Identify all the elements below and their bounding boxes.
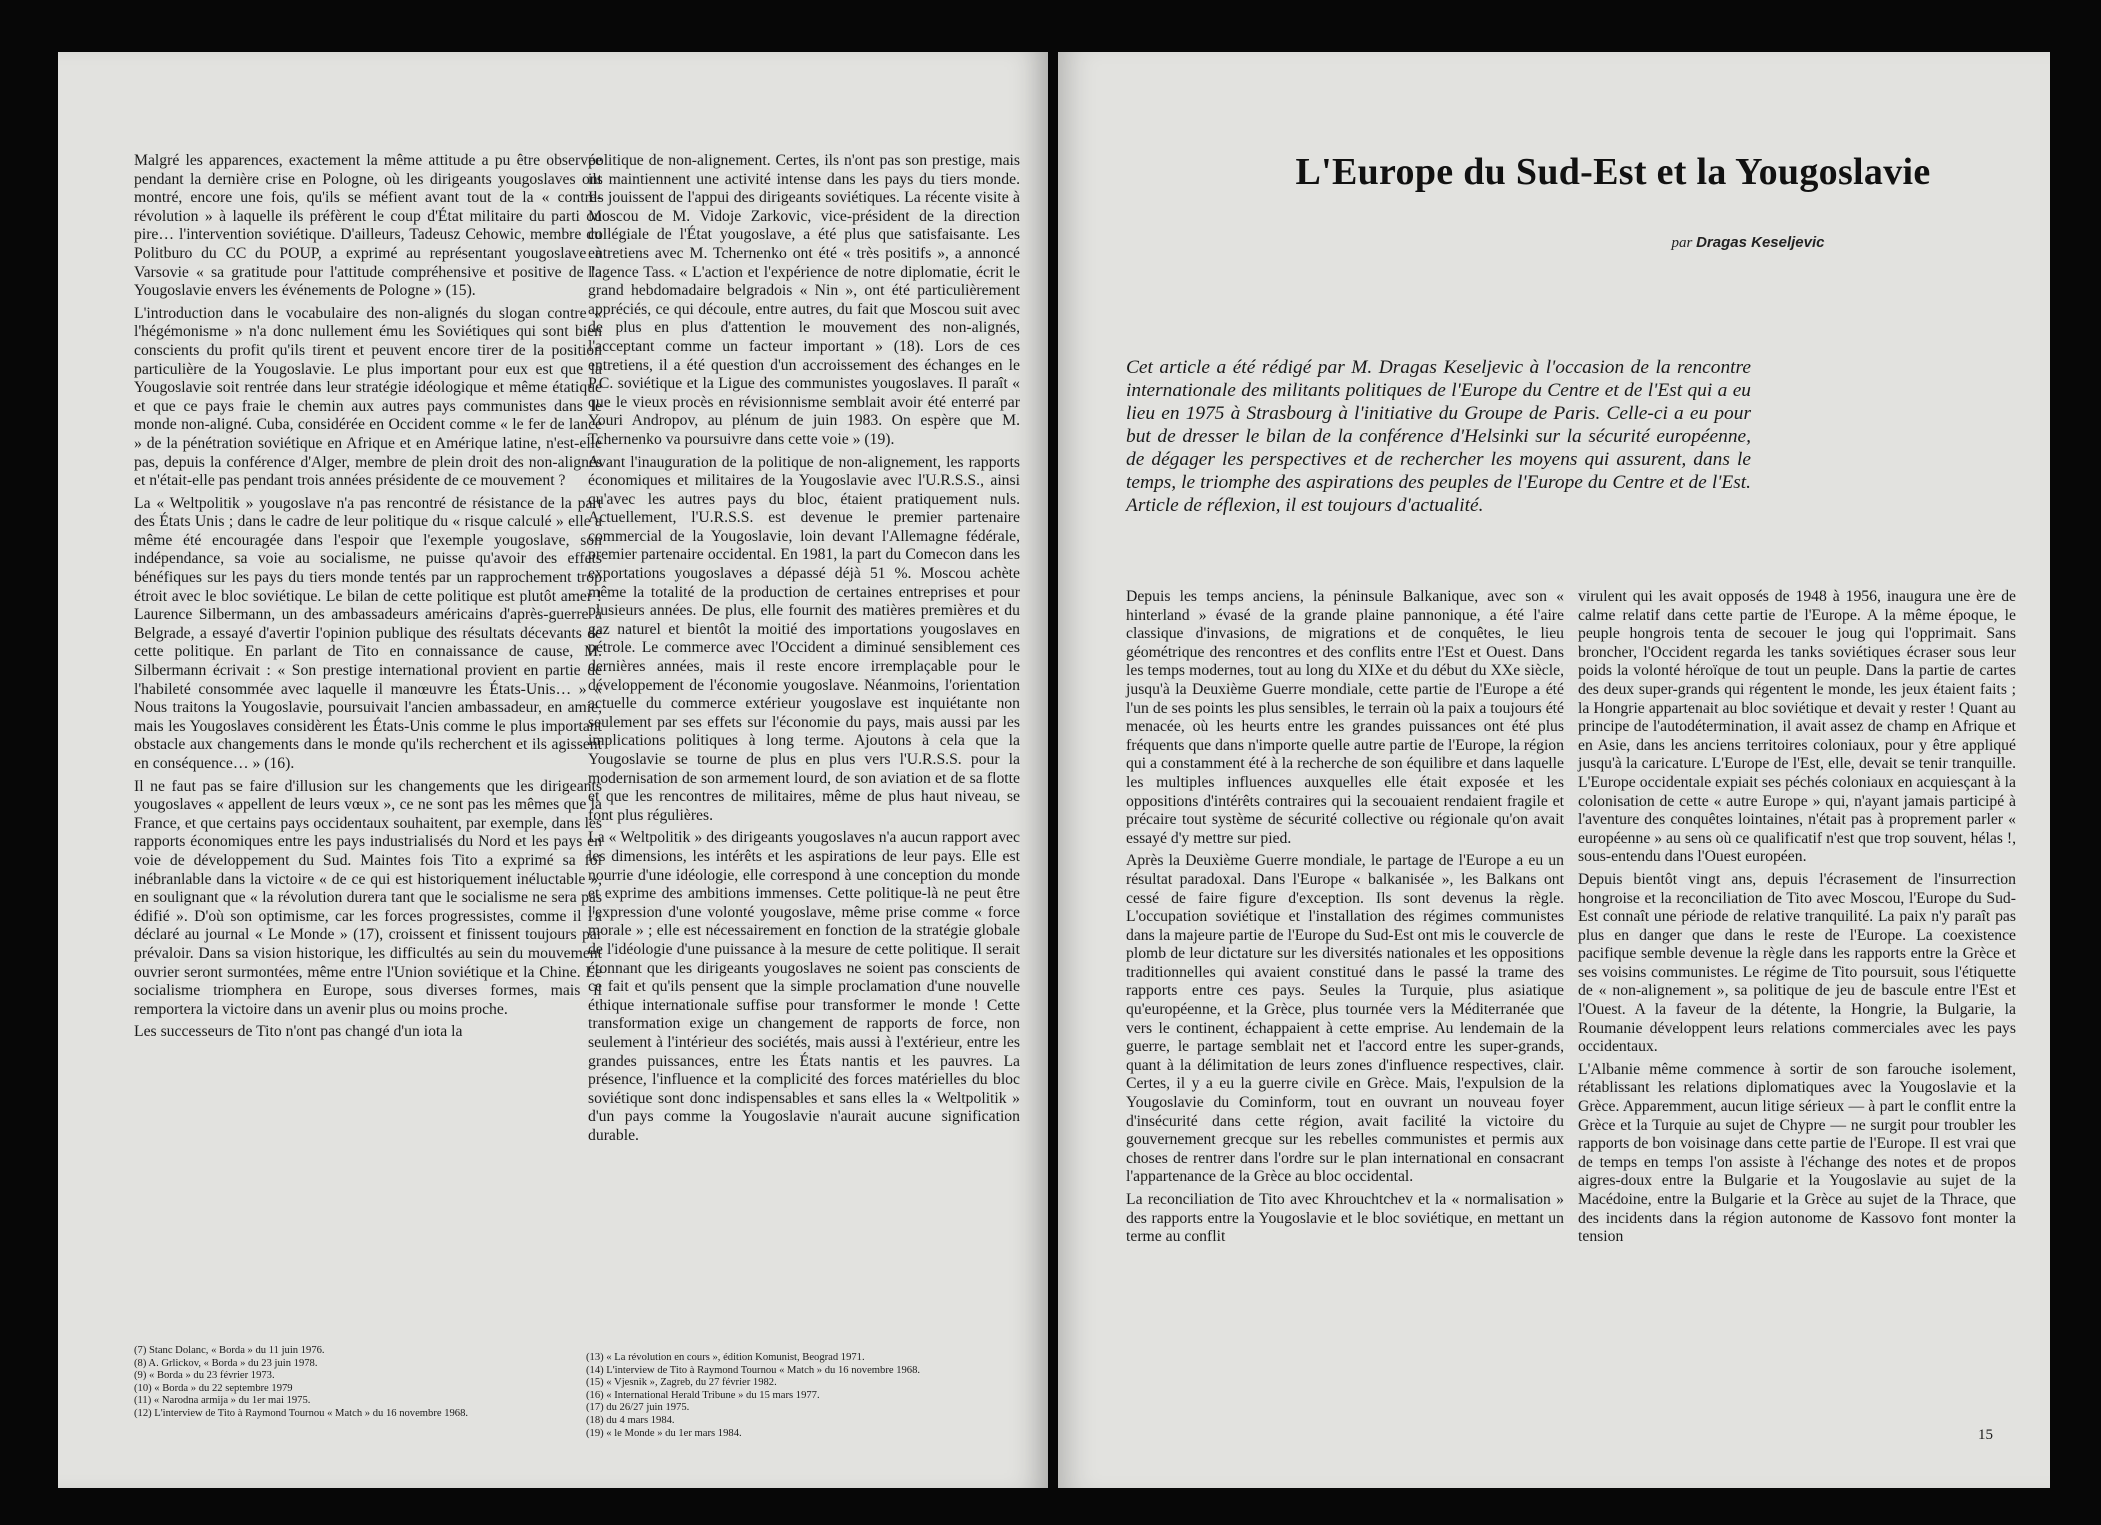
footnote: (17) du 26/27 juin 1975.	[586, 1402, 690, 1414]
paragraph: Depuis les temps anciens, la péninsule Balkanique, avec son « hinterland » évasé de la grande plaine pannonique, a été l'aire classique d'invasions, de migrations et de conquêtes, le lieu géométrique des rencontres et des conflits entre l'Est et Ouest. Dans les temps modernes, tout au long du XIXe et du début du XXe siècle, jusqu'à la Deuxième Guerre mondiale, cette partie de l'Europe a été l'un de ses points les plus sensibles, le terrain où la paix a toujours été menacée, où les heurts entre les grandes puissances ont été plus fréquents que dans n'importe quelle autre partie de l'Europe, la région qui a constamment été à la recherche de son équilibre et dans laquelle les multiples influences auxquelles elle était exposée et les oppositions d'intérêts contraires qui la secouaient rendaient fragile et précaire tout système de sécurité collective ou régionale qu'on avait essayé d'y mettre sur pied.	[1126, 588, 1564, 847]
paragraph: La « Weltpolitik » des dirigeants yougoslaves n'a aucun rapport avec les dimensions, les intérêts et les aspirations de leur pays. Elle est nourrie d'une idéologie, elle correspond à une conception du monde et exprime des ambitions immenses. Cette politique-là ne peut être l'expression d'une volonté yougoslave, même prise comme « force morale » ; elle est nécessairement en fonction de la stratégie globale de l'idéologie d'une puissance à la mesure de cette politique. Il serait étonnant que les dirigeants yougoslaves ne soient pas conscients de ce fait et qu'ils pensent que la simple proclamation d'une nouvelle éthique internationale suffise pour transformer le monde ! Cette transformation exige un changement de rapports de force, non seulement à l'intérieur des sociétés, mais aussi à l'extérieur, entre les grandes puissances, entre les États nantis et les pauvres. La présence, l'influence et la complicité des forces matérielles du bloc soviétique sont donc indispensables et sans elles la « Weltpolitik » d'un pays comme la Yougoslavie n'aurait aucune signification durable.	[588, 829, 1020, 1144]
paragraph: L'introduction dans le vocabulaire des non-alignés du slogan contre « l'hégémonisme » n'a donc nullement ému les Soviétiques qui sont bien conscients du profit qu'ils tirent et peuvent encore tirer de la position particulière de la Yougoslavie. Le plus important pour eux est que la Yougoslavie soit rentrée dans leur stratégie idéologique et même étatique et que ce pays fraie le chemin aux autres pays communistes dans le monde non-aligné. Cuba, considérée en Occident comme « le fer de lance » de la pénétration soviétique en Afrique et en Amérique latine, n'est-elle pas, depuis la conférence d'Alger, membre de plein droit des non-alignés et n'était-elle pas pendant trois années présidente de ce mouvement ?	[134, 304, 602, 490]
paragraph: La reconciliation de Tito avec Khrouchtchev et la « normalisation » des rapports entre la Yougoslavie et le bloc soviétique, en mettant un terme au conflit	[1126, 1191, 1564, 1246]
footnote: (10) « Borda » du 22 septembre 1979	[134, 1382, 293, 1394]
paragraph: politique de non-alignement. Certes, ils n'ont pas son prestige, mais ils maintiennent une activité intense dans les pays du tiers monde. Ils jouissent de l'appui des dirigeants soviétiques. La récente visite à Moscou de M. Vidoje Zarkovic, vice-président de la direction collégiale de l'État yougoslave, a été plus que satisfaisante. Les entretiens avec M. Tchernenko ont été « très positifs », a annoncé l'agence Tass. « L'action et l'expérience de notre diplomatie, écrit le grand hebdomadaire belgradois « Nin », ont été particulièrement appréciés, ce qui découle, entre autres, du fait que Moscou suit avec de plus en plus d'attention le mouvement des non-alignés, l'acceptant comme un facteur important » (18). Lors de ces entretiens, il a été question d'un accroissement des échanges en le P.C. soviétique et la Ligue des communistes yougoslaves. Il paraît « que le vieux procès en révisionnisme semblait avoir été enterré par Youri Andropov, au plénum de juin 1983. On espère que M. Tchernenko va poursuivre dans cette voie » (19).	[588, 152, 1020, 448]
paragraph: La « Weltpolitik » yougoslave n'a pas rencontré de résistance de la part des États Unis ; dans le cadre de leur politique du « risque calculé » elle a même été encouragée dans l'espoir que l'exemple yougoslave, son indépendance, sa voie au socialisme, ne puisse qu'avoir des effets bénéfiques sur les pays du tiers monde tentés par un rapprochement trop étroit avec le bloc soviétique. Le bilan de cette politique est plutôt amer ! Laurence Silbermann, un des ambassadeurs américains d'après-guerre à Belgrade, a essayé d'avertir l'opinion publique des résultats décevants de cette politique. En parlant de Tito en connaissance de cause, M. Silbermann écrivait : « Son prestige international provient en partie de l'habileté consommée avec laquelle il manœuvre les États-Unis… » « Nous traitons la Yougoslavie, poursuivait l'ancien ambassadeur, en amie, mais les Yougoslaves considèrent les États-Unis comme le plus important obstacle aux changements dans le monde qu'ils recherchent et ils agissent en conséquence… » (16).	[134, 494, 602, 772]
footnote: (9) « Borda » du 23 février 1973.	[134, 1370, 275, 1382]
footnote: (13) « La révolution en cours », édition Komunist, Beograd 1971.	[586, 1352, 865, 1363]
footnote: (16) « International Herald Tribune » du 15 mars 1977.	[586, 1389, 820, 1401]
paragraph: Malgré les apparences, exactement la même attitude a pu être observée pendant la dernière crise en Pologne, où les dirigeants yougoslaves ont montré, encore une fois, qu'ils se méfient avant tout de la « contre-révolution » à laquelle ils préfèrent le coup d'État militaire du parti ou pire… l'intervention soviétique. D'ailleurs, Tadeusz Cehowic, membre du Politburo du CC du POUP, a exprimé au représentant yougoslave à Varsovie « sa gratitude pour l'attitude compréhensive et positive de la Yougoslavie envers les événements de Pologne » (15).	[134, 152, 602, 300]
author-name: Dragas Keseljevic	[1696, 234, 1825, 251]
left-page	[58, 52, 1048, 1488]
footnote: (15) « Vjesnik », Zagreb, du 27 février 1982.	[586, 1377, 777, 1389]
paragraph: Depuis bientôt vingt ans, depuis l'écrasement de l'insurrection hongroise et la reconciliation de Tito avec Moscou, l'Europe du Sud-Est connaît une période de relative tranquilité. La paix n'y paraît pas plus en danger que dans le reste de l'Europe. La coexistence pacifique semble devenue la règle dans les rapports entre la Grèce et ses voisins communistes. Le régime de Tito poursuit, sous l'étiquette de « non-alignement », sa politique de jeu de bascule entre l'Est et l'Ouest. A la faveur de la détente, la Hongrie, la Bulgarie, la Roumanie développent leurs relations commerciales avec les pays occidentaux.	[1578, 870, 2016, 1056]
article-introduction: Cet article a été rédigé par M. Dragas Keseljevic à l'occasion de la rencontre internationale des militants politiques de l'Europe du Centre et de l'Est qui a eu lieu en 1975 à Strasbourg à l'initiative du Groupe de Paris. Celle-ci a eu pour but de dresser le bilan de la conférence d'Helsinki sur la sécurité européenne, de dégager les perspectives et de rechercher les moyens qui assurent, dans le temps, le triomphe des aspirations des peuples de l'Europe du Centre et de l'Est. Article de réflexion, il est toujours d'actualité.	[1126, 357, 1751, 516]
article-title: L'Europe du Sud-Est et la Yougoslavie	[1295, 151, 1931, 193]
footnotes-column-2	[586, 1352, 1026, 1440]
page-number: 15	[1978, 1427, 1993, 1443]
footnote: (19) « le Monde » du 1er mars 1984.	[586, 1427, 742, 1439]
footnote: (7) Stanc Dolanc, « Borda » du 11 juin 1976.	[134, 1345, 325, 1356]
right-page-column-2	[1578, 588, 2016, 1251]
right-page-column-1	[1126, 588, 1564, 1251]
paragraph: Après la Deuxième Guerre mondiale, le partage de l'Europe a eu un résultat paradoxal. Dans l'Europe « balkanisée », les Balkans ont cessé de faire figure d'exception. Ils sont devenus la règle. L'occupation soviétique et l'installation des régimes communistes dans la majeure partie de l'Europe du Sud-Est ont mis le couvercle de plomb de leur dictature sur les diversités nationales et les oppositions traditionnelles qui avaient constitué dans le passé la trame des rapports entre ces pays. Seules la Turquie, plus asiatique qu'européenne, et la Grèce, plus tournée vers la Méditerranée que vers le continent, échappaient à cette emprise. Au lendemain de la guerre, le partage semblait net et l'accord entre les super-grands, quant à la délimitation de leurs zones d'influence respectives, clair. Certes, il y a eu la guerre civile en Grèce. Mais, l'expulsion de la Yougoslavie du Cominform, tout en ouvrant un nouveau foyer d'insécurité dans cette région, avait facilité la victoire du gouvernement grecque sur les rebelles communistes et permis aux choses de rentrer dans l'ordre sur le plan international en consacrant l'appartenance de la Grèce au bloc occidental.	[1126, 852, 1564, 1186]
footnote: (18) du 4 mars 1984.	[586, 1414, 675, 1426]
footnote: (8) A. Grlickov, « Borda » du 23 juin 1978.	[134, 1357, 318, 1369]
left-page-column-2	[588, 152, 1020, 1149]
right-page	[1058, 52, 2050, 1488]
left-page-column-1	[134, 152, 602, 1046]
author-line	[1468, 234, 2028, 252]
paragraph: L'Albanie même commence à sortir de son farouche isolement, rétablissant les relations diplomatiques avec la Yougoslavie et la Grèce. Apparemment, aucun litige sérieux — à part le conflit entre la Grèce et la Turquie au sujet de Chypre — ne surgit pour troubler les rapports de bon voisinage dans cette partie de l'Europe. Il est vrai que de temps en temps l'on assiste à l'échange des notes et de propos aigres-doux entre la Bulgarie et la Yougoslavie au sujet de la Macédoine, entre la Bulgarie et la Grèce au sujet de la Thrace, que des incidents dans la région autonome de Kassovo font monter la tension	[1578, 1060, 2016, 1246]
footnote: (14) L'interview de Tito à Raymond Tournou « Match » du 16 novembre 1968.	[586, 1364, 921, 1376]
footnote: (12) L'interview de Tito à Raymond Tournou « Match » du 16 novembre 1968.	[134, 1407, 469, 1419]
footnote: (11) « Narodna armija » du 1er mai 1975.	[134, 1395, 311, 1407]
footnotes-column-1	[134, 1345, 574, 1421]
paragraph: Il ne faut pas se faire d'illusion sur les changements que les dirigeants yougoslaves « appellent de leurs vœux », ce ne sont pas les mêmes que la France, et que certains pays occidentaux souhaitent, par exemple, dans les rapports économiques entre les pays industrialisés du Nord et les pays en voie de développement du Sud. Maintes fois Tito a exprimé sa foi inébranlable dans la victoire « de ce qui est historiquement inéluctable », en soulignant que « la révolution durera tant que le socialisme ne sera pas édifié ». D'où son optimisme, car les forces progressistes, comme il l'a déclaré au journal « Le Monde » (17), croissent et finissent toujours par prévaloir. Dans sa vision historique, les difficultés au sein du mouvement ouvrier seront surmontées, même entre l'Union soviétique et la Chine. Le socialisme triomphera en Europe, sous diverses formes, mais il remportera la victoire dans un avenir plus ou moins proche.	[134, 777, 602, 1018]
paragraph: Avant l'inauguration de la politique de non-alignement, les rapports économiques et militaires de la Yougoslavie avec l'U.R.S.S., ainsi qu'avec les autres pays du bloc, étaient pratiquement nuls. Actuellement, l'U.R.S.S. est devenue le premier partenaire commercial de la Yougoslavie, loin devant l'Allemagne fédérale, premier partenaire occidental. En 1981, la part du Comecon dans les exportations yougoslaves a dépassé déjà 51 %. Moscou achète même la totalité de la production de certaines entreprises et pour plusieurs années. De plus, elle fournit des matières premières et du gaz naturel et bientôt la moitié des importations yougoslaves en pétrole. Le commerce avec l'Occident a diminué sensiblement ces dernières années, mais il reste encore irremplaçable pour le développement de l'économie yougoslave. Néanmoins, l'orientation actuelle du commerce extérieur yougoslave est inquiétante non seulement par ses effets sur l'économie du pays, mais aussi par les implications politiques à long terme. Ajoutons à cela que la Yougoslavie se tourne de plus en plus vers l'U.R.S.S. pour la modernisation de son armement lourd, de son aviation et de sa flotte et que les rencontres de militaires, même de plus haut niveau, se font plus régulières.	[588, 453, 1020, 824]
paragraph: virulent qui les avait opposés de 1948 à 1956, inaugura une ère de calme relatif dans cette partie de l'Europe. A la même époque, le peuple hongrois tenta de secouer le joug qui l'opprimait. Sans broncher, l'Occident regarda les tanks soviétiques écraser sous leur poids la volonté héroïque de tout un peuple. Dans la partie de cartes des deux super-grands qui régentent le monde, les jeux étaient faits ; la Hongrie appartenait au bloc soviétique et devait y rester ! Quant au principe de l'autodétermination, il avait assez de champ en Afrique et en Asie, dans les anciens territoires coloniaux, pour y être appliqué jusqu'à la caricature. L'Europe de l'Est, elle, devait se tenir tranquille. L'Europe occidentale expiait ses péchés coloniaux en acquiesçant à la colonisation de cette « autre Europe » qui, n'ayant jamais participé à l'aventure des conquêtes lointaines, n'était pas à proprement parler « européenne » au sens où ce qualificatif n'est que trop souvent, hélas !, sous-entendu dans l'Ouest européen.	[1578, 588, 2016, 866]
paragraph: Les successeurs de Tito n'ont pas changé d'un iota la	[134, 1023, 463, 1041]
author-prefix: par	[1671, 235, 1693, 251]
